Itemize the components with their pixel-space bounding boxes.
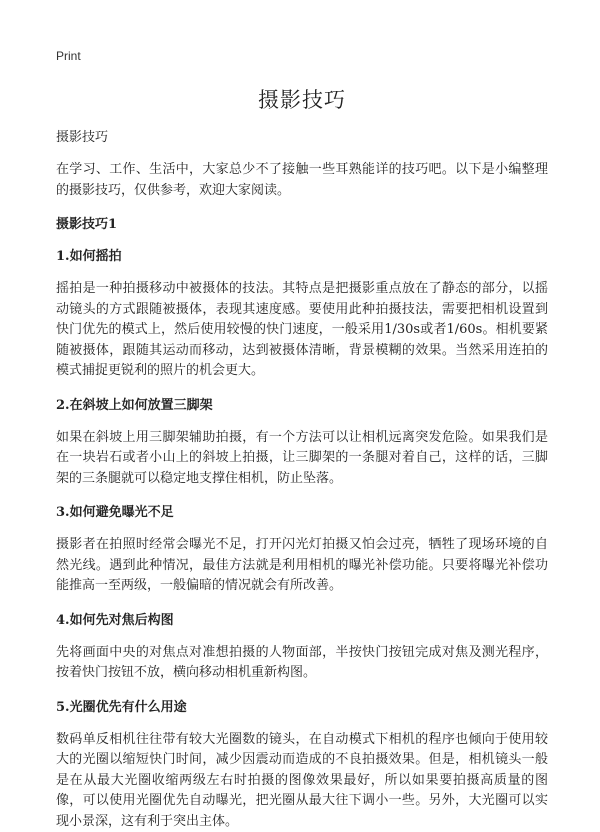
page-title: 摄影技巧 [56,86,548,114]
intro-paragraph: 在学习、工作、生活中，大家总少不了接触一些耳熟能详的技巧吧。以下是小编整理的摄影技巧，仅供参考，欢迎大家阅读。 [56,160,548,201]
section-title: 摄影技巧1 [56,215,548,235]
section-body-5: 数码单反相机往往带有较大光圈数的镜头，在自动模式下相机的程序也倾向于使用较大的光圈以缩短快门时间，减少因震动而造成的不良拍摄效果。但是，相机镜头一般是在从最大光圈收缩两级左右时拍摄的图像效果最好，所以如果要拍摄高质量的图像，可以使用光圈优先自动曝光，把光圈从最大往下调小一些。另外，大光圈可以实现小景深，这有利于突出主体。 [56,730,548,832]
section-heading-5: 5.光圈优先有什么用途 [56,698,548,718]
section-heading-4: 4.如何先对焦后构图 [56,611,548,631]
section-heading-2: 2.在斜坡上如何放置三脚架 [56,396,548,416]
section-body-3: 摄影者在拍照时经常会曝光不足，打开闪光灯拍摄又怕会过亮，牺牲了现场环境的自然光线。遇到此种情况，最佳方法就是利用相机的曝光补偿功能。只要将曝光补偿功能推高一至两级，一般偏暗的情况就会有所改善。 [56,535,548,597]
section-heading-3: 3.如何避免曝光不足 [56,503,548,523]
print-link[interactable]: Print [56,48,81,64]
section-body-2: 如果在斜坡上用三脚架辅助拍摄，有一个方法可以让相机远离突发危险。如果我们是在一块岩石或者小山上的斜坡上拍摄，让三脚架的一条腿对着自己，这样的话，三脚架的三条腿就可以稳定地支撑住相机，防止坠落。 [56,428,548,490]
section-heading-1: 1.如何摇拍 [56,247,548,267]
section-body-1: 摇拍是一种拍摄移动中被摄体的技法。其特点是把摄影重点放在了静态的部分，以摇动镜头的方式跟随被摄体，表现其速度感。要使用此种拍摄技法，需要把相机设置到快门优先的模式上，然后使用较慢的快门速度，一般采用1/30s或者1/60s。相机要紧随被摄体，跟随其运动而移动，达到被摄体清晰，背景模糊的效果。当然采用连拍的模式捕捉更锐利的照片的机会更大。 [56,279,548,382]
section-body-4: 先将画面中央的对焦点对准想拍摄的人物面部，半按快门按钮完成对焦及测光程序，按着快门按钮不放，横向移动相机重新构图。 [56,643,548,684]
document-subtitle: 摄影技巧 [56,128,548,148]
